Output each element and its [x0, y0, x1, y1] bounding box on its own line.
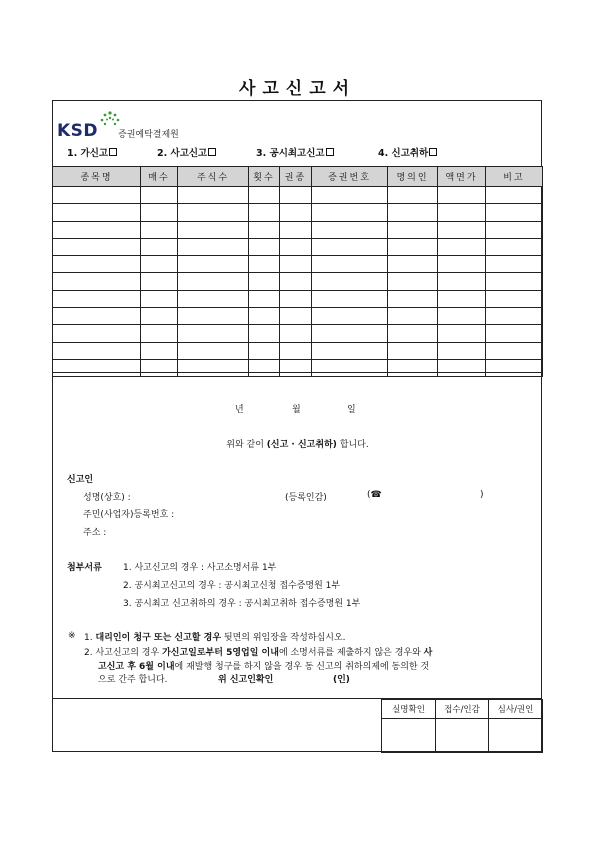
table-cell[interactable] [486, 187, 543, 204]
header-denomination-type: 권종 [280, 167, 312, 187]
confirm-identity-box[interactable] [382, 719, 436, 753]
table-cell[interactable] [53, 359, 141, 376]
table-cell[interactable] [178, 308, 249, 325]
table-cell[interactable] [486, 221, 543, 238]
table-row [53, 204, 543, 221]
table-cell[interactable] [249, 273, 280, 290]
table-cell[interactable] [280, 273, 312, 290]
header-shares: 주식수 [178, 167, 249, 187]
checkbox[interactable] [109, 148, 117, 156]
table-cell[interactable] [141, 221, 178, 238]
note-text: 사고신고의 경우 [95, 648, 160, 658]
table-cell[interactable] [486, 273, 543, 290]
option-withdrawal[interactable] [378, 145, 437, 159]
table-cell[interactable] [178, 187, 249, 204]
note-number: 1. [84, 633, 93, 643]
confirm-review-box[interactable] [489, 719, 543, 753]
org-logo-text: KSD [57, 121, 99, 141]
table-row [53, 256, 543, 273]
table-cell[interactable] [141, 325, 178, 342]
table-cell[interactable] [312, 238, 388, 255]
phone-close: ) [480, 490, 484, 500]
option-label: 3. 공시최고신고 [256, 148, 325, 159]
table-cell[interactable] [249, 359, 280, 376]
checkbox[interactable] [208, 148, 216, 156]
note-bold: 대리인이 청구 또는 신고할 경우 [95, 633, 222, 643]
option-label: 1. 가신고 [67, 148, 109, 159]
header-holder: 명의인 [388, 167, 438, 187]
note-bold: 가신고일로부터 5영업일 이내 [162, 648, 279, 658]
note-2-line-1 [84, 645, 540, 658]
table-cell[interactable] [388, 308, 438, 325]
table-cell[interactable] [178, 221, 249, 238]
table-cell[interactable] [438, 204, 486, 221]
option-public-notice[interactable] [256, 145, 334, 159]
table-cell[interactable] [249, 308, 280, 325]
table-cell[interactable] [388, 290, 438, 307]
reporter-confirm [218, 672, 273, 685]
table-cell[interactable] [249, 238, 280, 255]
table-cell[interactable] [486, 325, 543, 342]
table-cell[interactable] [438, 187, 486, 204]
confirm-identity-label: 실명확인 [382, 700, 436, 719]
page-title: 사고신고서 [238, 79, 357, 99]
table-cell[interactable] [53, 325, 141, 342]
note-2-line-2 [98, 659, 540, 672]
table-cell[interactable] [53, 342, 141, 359]
table-header-row [53, 167, 543, 187]
table-cell[interactable] [249, 187, 280, 204]
option-label: 4. 신고취하 [378, 148, 429, 159]
note-mark: ※ [68, 631, 76, 641]
table-cell[interactable] [388, 273, 438, 290]
table-row [53, 187, 543, 204]
option-label: 2. 사고신고 [157, 148, 208, 159]
table-cell[interactable] [312, 325, 388, 342]
table-cell[interactable] [388, 359, 438, 376]
table-cell[interactable] [486, 256, 543, 273]
table-row [53, 325, 543, 342]
table-cell[interactable] [486, 308, 543, 325]
table-cell[interactable] [249, 256, 280, 273]
table-cell[interactable] [312, 204, 388, 221]
section-divider [52, 372, 542, 373]
table-cell[interactable] [280, 221, 312, 238]
table-cell[interactable] [438, 325, 486, 342]
date-day-label: 일 [347, 405, 356, 415]
statement-prefix: 위와 같이 [226, 440, 264, 450]
table-cell[interactable] [280, 308, 312, 325]
table-cell[interactable] [438, 273, 486, 290]
seal-label: (등록인감) [285, 493, 327, 503]
table-cell[interactable] [141, 359, 178, 376]
table-cell[interactable] [438, 221, 486, 238]
reporter-heading: 신고인 [67, 475, 94, 485]
table-cell[interactable] [53, 290, 141, 307]
header-count: 매수 [141, 167, 178, 187]
table-row [53, 238, 543, 255]
table-cell[interactable] [388, 187, 438, 204]
table-row [53, 342, 543, 359]
table-cell[interactable] [178, 204, 249, 221]
table-cell[interactable] [486, 342, 543, 359]
note-text: 에 소명서류를 제출하지 않은 경우와 [278, 648, 421, 658]
attachment-item: 3. 공시최고 신고취하의 경우 : 공시최고취하 접수증명원 1부 [123, 599, 361, 609]
table-row [53, 221, 543, 238]
table-cell[interactable] [249, 342, 280, 359]
confirmation-header-row [382, 700, 543, 719]
attachment-item: 1. 사고신고의 경우 : 사고소명서류 1부 [123, 563, 277, 573]
table-cell[interactable] [141, 290, 178, 307]
table-cell[interactable] [53, 238, 141, 255]
confirmation-stamp-row [382, 719, 543, 753]
table-cell[interactable] [178, 325, 249, 342]
attachment-item: 2. 공시최고신고의 경우 : 공시최고신청 접수증명원 1부 [123, 581, 341, 591]
table-cell[interactable] [388, 221, 438, 238]
table-cell[interactable] [280, 204, 312, 221]
table-cell[interactable] [178, 238, 249, 255]
option-accident-report[interactable] [157, 145, 216, 159]
table-row [53, 290, 543, 307]
statement-bold: (신고 · 신고취하) [266, 440, 337, 450]
table-cell[interactable] [141, 308, 178, 325]
header-stock-name: 종목명 [53, 167, 141, 187]
note-bold: 위 신고인확인 [218, 675, 274, 685]
note-number: 2. [84, 648, 93, 658]
note-1 [84, 630, 346, 643]
table-cell[interactable] [280, 256, 312, 273]
header-times: 횟수 [249, 167, 280, 187]
table-cell[interactable] [178, 273, 249, 290]
table-cell[interactable] [486, 290, 543, 307]
header-certificate-number: 증권번호 [312, 167, 388, 187]
table-cell[interactable] [53, 204, 141, 221]
table-cell[interactable] [249, 290, 280, 307]
table-cell[interactable] [53, 187, 141, 204]
org-name: 증권예탁결제원 [118, 130, 179, 140]
table-cell[interactable] [388, 256, 438, 273]
note-bold: 사 [423, 648, 433, 658]
table-cell[interactable] [438, 342, 486, 359]
table-cell[interactable] [312, 187, 388, 204]
option-provisional[interactable] [67, 145, 117, 159]
table-cell[interactable] [438, 359, 486, 376]
note-text: 에 재발행 청구를 하지 않을 경우 동 신고의 취하의제에 동의한 것 [174, 662, 430, 672]
table-cell[interactable] [486, 204, 543, 221]
date-year-label: 년 [235, 405, 244, 415]
confirm-receipt-box[interactable] [436, 719, 489, 753]
header-face-value: 액면가 [438, 167, 486, 187]
note-text: 으로 간주 합니다. [98, 675, 168, 685]
header-remarks: 비고 [486, 167, 543, 187]
table-cell[interactable] [388, 325, 438, 342]
table-cell[interactable] [53, 256, 141, 273]
registration-label: 주민(사업자)등록번호 : [83, 510, 175, 520]
confirm-receipt-label: 접수/인감 [436, 700, 489, 719]
table-cell[interactable] [486, 359, 543, 376]
table-cell[interactable] [249, 204, 280, 221]
statement-suffix: 합니다. [339, 440, 369, 450]
table-cell[interactable] [280, 187, 312, 204]
table-cell[interactable] [388, 238, 438, 255]
securities-table [52, 166, 543, 377]
note-bold: (인) [333, 675, 350, 685]
table-cell[interactable] [312, 290, 388, 307]
table-cell[interactable] [438, 308, 486, 325]
table-cell[interactable] [53, 273, 141, 290]
table-cell[interactable] [141, 238, 178, 255]
table-cell[interactable] [141, 342, 178, 359]
table-cell[interactable] [312, 256, 388, 273]
table-cell[interactable] [178, 342, 249, 359]
table-row [53, 308, 543, 325]
table-cell[interactable] [312, 342, 388, 359]
note-bold: 고신고 후 6월 이내 [98, 662, 175, 672]
date-month-label: 월 [292, 405, 301, 415]
address-label: 주소 : [83, 528, 107, 538]
table-cell[interactable] [312, 273, 388, 290]
table-cell[interactable] [249, 221, 280, 238]
checkbox[interactable] [429, 148, 437, 156]
table-cell[interactable] [312, 359, 388, 376]
note-2-line-3 [98, 672, 167, 685]
table-row [53, 359, 543, 376]
table-cell[interactable] [141, 256, 178, 273]
table-row [53, 273, 543, 290]
table-cell[interactable] [53, 308, 141, 325]
table-cell[interactable] [280, 325, 312, 342]
table-cell[interactable] [438, 290, 486, 307]
table-cell[interactable] [178, 290, 249, 307]
statement-line [0, 437, 595, 450]
confirm-review-label: 심사/권인 [489, 700, 543, 719]
table-cell[interactable] [388, 204, 438, 221]
note-text: 뒷면의 위임장을 작성하십시오. [223, 633, 346, 643]
table-cell[interactable] [141, 273, 178, 290]
table-cell[interactable] [178, 256, 249, 273]
phone-open: (☎ [367, 490, 382, 500]
confirmation-table [381, 699, 543, 753]
seal-mark [333, 672, 350, 685]
table-cell[interactable] [249, 325, 280, 342]
table-cell[interactable] [141, 204, 178, 221]
attachments-heading: 첨부서류 [67, 563, 102, 573]
table-cell[interactable] [280, 290, 312, 307]
table-cell[interactable] [178, 359, 249, 376]
table-cell[interactable] [280, 238, 312, 255]
name-label: 성명(상호) : [83, 493, 131, 503]
table-cell[interactable] [141, 187, 178, 204]
table-cell[interactable] [388, 342, 438, 359]
table-cell[interactable] [486, 238, 543, 255]
table-cell[interactable] [53, 221, 141, 238]
table-cell[interactable] [312, 221, 388, 238]
table-cell[interactable] [312, 308, 388, 325]
table-cell[interactable] [438, 256, 486, 273]
table-cell[interactable] [280, 342, 312, 359]
table-cell[interactable] [438, 238, 486, 255]
table-cell[interactable] [280, 359, 312, 376]
checkbox[interactable] [326, 148, 334, 156]
